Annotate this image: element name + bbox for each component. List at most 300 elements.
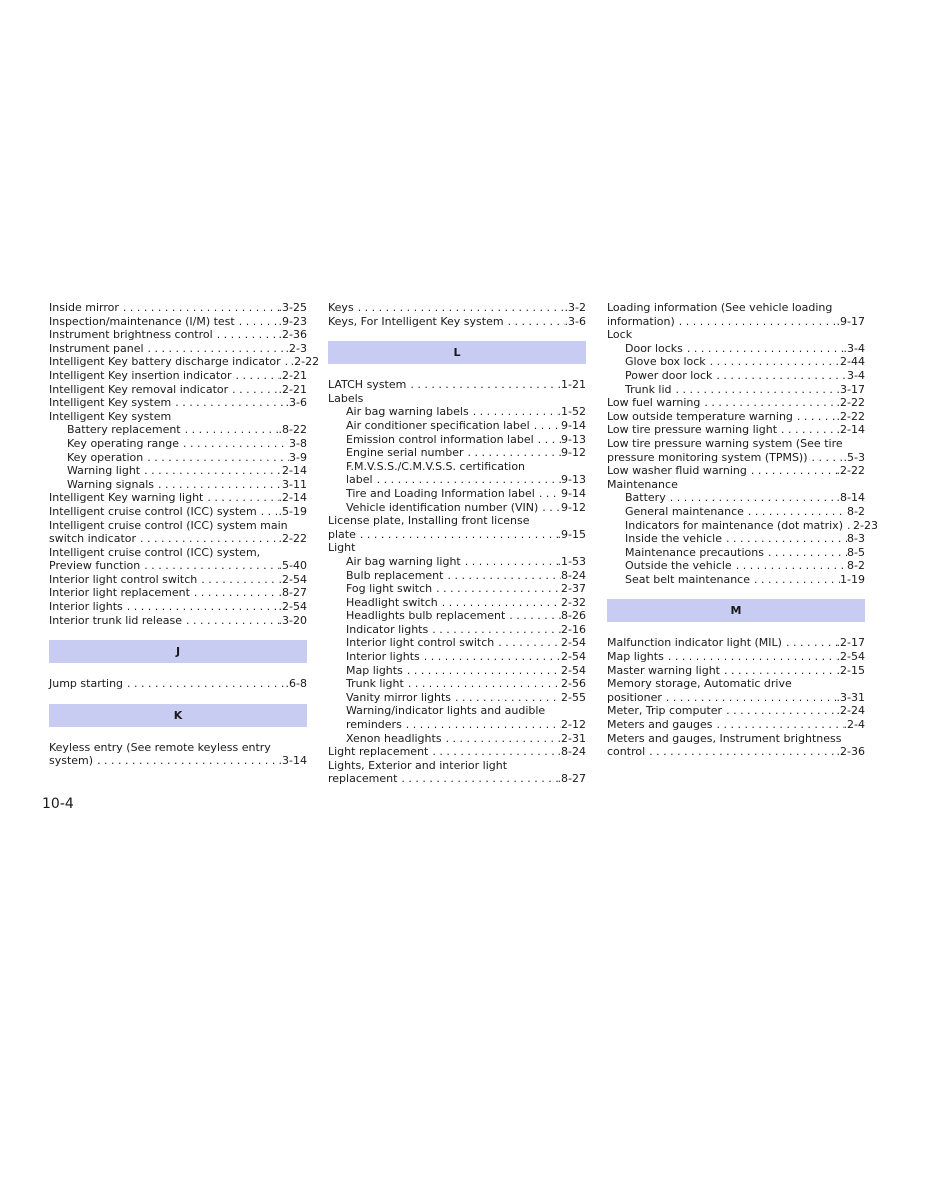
index-entry bbox=[607, 650, 865, 664]
page-reference: .3-4 bbox=[843, 341, 865, 355]
section-letter: M bbox=[730, 604, 742, 618]
index-subentry bbox=[607, 559, 865, 573]
entry-label: Low washer fluid warning bbox=[607, 464, 747, 478]
page-reference: 9-12 bbox=[561, 446, 586, 460]
index-entry-text: Maintenance bbox=[607, 477, 678, 491]
page-reference: .2-54 bbox=[278, 600, 307, 614]
page-reference: .9-23 bbox=[278, 314, 307, 328]
dot-leader bbox=[213, 328, 279, 342]
entry-label: Map lights bbox=[346, 663, 403, 677]
dot-leader bbox=[143, 451, 289, 465]
index-subentry bbox=[328, 691, 586, 705]
entry-label: control bbox=[607, 745, 646, 759]
index-entry bbox=[49, 369, 307, 383]
section-header bbox=[607, 599, 865, 622]
dot-leader bbox=[438, 596, 561, 610]
index-entry-text: Intelligent cruise control (ICC) system, bbox=[49, 545, 261, 559]
index-subentry bbox=[328, 446, 586, 460]
index-subentry bbox=[328, 596, 586, 610]
dot-leader bbox=[777, 423, 837, 437]
dot-leader bbox=[144, 342, 286, 356]
index-subentry bbox=[328, 623, 586, 637]
index-entry bbox=[49, 573, 307, 587]
index-subentry bbox=[328, 609, 586, 623]
entry-label: Xenon headlights bbox=[346, 731, 442, 745]
index-entry bbox=[328, 378, 586, 392]
entry-label: Interior light replacement bbox=[49, 586, 190, 600]
index-entry bbox=[607, 410, 865, 424]
page-reference: 9-13 bbox=[561, 473, 586, 487]
page-reference: 8-24 bbox=[561, 568, 586, 582]
page-reference: 2-12 bbox=[561, 718, 586, 732]
index-entry bbox=[49, 600, 307, 614]
index-entry bbox=[49, 328, 307, 342]
page-reference: .2-22 bbox=[836, 396, 865, 410]
entry-label: switch indicator bbox=[49, 532, 137, 546]
entry-label: replacement bbox=[328, 772, 398, 786]
page-reference: 3-11 bbox=[282, 477, 307, 491]
entry-label: Indicator lights bbox=[346, 622, 429, 636]
entry-label: Fog light switch bbox=[346, 582, 433, 596]
entry-label: Air bag warning light bbox=[346, 554, 461, 568]
dot-leader bbox=[764, 546, 847, 560]
dot-leader bbox=[203, 491, 278, 505]
dot-leader bbox=[373, 473, 561, 487]
page-reference: 8-3 bbox=[847, 532, 865, 546]
dot-leader bbox=[664, 650, 837, 664]
entry-label: Interior lights bbox=[49, 600, 123, 614]
dot-leader bbox=[732, 559, 847, 573]
index-entry bbox=[607, 636, 865, 650]
dot-leader bbox=[432, 582, 561, 596]
dot-leader bbox=[403, 664, 561, 678]
index-entry-text: Loading information (See vehicle loading bbox=[607, 301, 833, 314]
page-reference: .2-54 bbox=[836, 650, 865, 664]
entry-label: Meter, Trip computer bbox=[607, 704, 723, 718]
entry-label: Jump starting bbox=[49, 677, 124, 691]
page-reference: .3-31 bbox=[836, 690, 865, 704]
index-subentry bbox=[328, 501, 586, 515]
page-reference: 8-5 bbox=[847, 545, 865, 559]
dot-leader bbox=[722, 532, 847, 546]
entry-label: Keys, For Intelligent Key system bbox=[328, 314, 504, 328]
dot-leader bbox=[179, 437, 289, 451]
index-entry bbox=[49, 383, 307, 397]
dot-leader bbox=[535, 487, 561, 501]
index-entry-text: Memory storage, Automatic drive bbox=[607, 677, 792, 691]
page-reference: .8-27 bbox=[557, 772, 586, 786]
index-entry bbox=[328, 301, 586, 315]
dot-leader bbox=[231, 369, 278, 383]
index-subentry bbox=[328, 664, 586, 678]
page-reference: .5-40 bbox=[278, 559, 307, 573]
entry-label: Low tire pressure warning light bbox=[607, 423, 778, 437]
dot-leader bbox=[428, 745, 557, 759]
entry-label: Battery replacement bbox=[67, 423, 181, 437]
entry-label: Key operation bbox=[67, 450, 144, 464]
dot-leader bbox=[354, 301, 565, 315]
index-column-2 bbox=[328, 301, 586, 786]
dot-leader bbox=[406, 378, 557, 392]
entry-label: Trunk lid bbox=[625, 382, 672, 396]
page-reference: .3-20 bbox=[278, 613, 307, 627]
entry-label: Air bag warning labels bbox=[346, 405, 469, 419]
entry-label: Power door lock bbox=[625, 368, 713, 382]
index-entry-text: Labels bbox=[328, 391, 364, 405]
page-reference: 2-14 bbox=[282, 464, 307, 478]
page-reference: .3-2 bbox=[564, 301, 586, 314]
page-reference: 2-37 bbox=[561, 582, 586, 596]
index-subentry bbox=[328, 555, 586, 569]
page-reference: 9-14 bbox=[561, 418, 586, 432]
entry-label: Intelligent Key removal indicator bbox=[49, 382, 229, 396]
entry-label: Vehicle identification number (VIN) bbox=[346, 500, 539, 514]
index-subentry bbox=[607, 518, 878, 533]
index-subentry bbox=[607, 532, 865, 546]
dot-leader bbox=[712, 369, 847, 383]
entry-label: Light replacement bbox=[328, 745, 429, 759]
entry-label: General maintenance bbox=[625, 504, 744, 518]
page-reference: .2-15 bbox=[836, 663, 865, 677]
dot-leader bbox=[182, 614, 279, 628]
page-reference: 2-54 bbox=[561, 636, 586, 650]
entry-label: Engine serial number bbox=[346, 446, 464, 460]
dot-leader bbox=[404, 677, 561, 691]
entry-label: Trunk light bbox=[346, 677, 404, 691]
page-reference: .2-22 bbox=[836, 409, 865, 423]
index-entry bbox=[328, 315, 586, 329]
page-reference: 2-55 bbox=[561, 690, 586, 704]
index-subentry bbox=[49, 437, 307, 451]
entry-label: Vanity mirror lights bbox=[346, 690, 451, 704]
dot-leader bbox=[235, 315, 279, 329]
index-entry-text: Intelligent Key system bbox=[49, 409, 172, 423]
page-number: 10-4 bbox=[42, 796, 74, 812]
dot-leader bbox=[171, 396, 285, 410]
entry-label: pressure monitoring system (TPMS)) bbox=[607, 450, 808, 464]
page-reference: .1-21 bbox=[557, 378, 586, 392]
index-entry-text: Lock bbox=[607, 328, 633, 342]
index-subentry bbox=[328, 650, 586, 664]
dot-leader bbox=[420, 650, 561, 664]
dot-leader bbox=[666, 491, 837, 505]
dot-leader bbox=[720, 664, 837, 678]
index-column-3 bbox=[607, 301, 878, 759]
entry-label: Indicators for maintenance (dot matrix) bbox=[625, 518, 843, 532]
page-reference: .2-21 bbox=[278, 368, 307, 382]
dot-leader bbox=[190, 586, 279, 600]
dot-leader bbox=[683, 342, 844, 356]
page-reference: .2-17 bbox=[836, 636, 865, 650]
index-entry bbox=[607, 423, 865, 437]
index-column-1 bbox=[49, 301, 320, 768]
page-reference: .2-4 bbox=[843, 718, 865, 732]
entry-label: Intelligent Key battery discharge indicator bbox=[49, 355, 281, 369]
page-reference: 3-8 bbox=[289, 436, 307, 450]
page-reference: 2-56 bbox=[561, 677, 586, 691]
index-entry bbox=[607, 396, 865, 410]
dot-leader bbox=[281, 355, 291, 369]
dot-leader bbox=[181, 423, 279, 437]
entry-label: Outside the vehicle bbox=[625, 559, 732, 573]
index-subentry bbox=[607, 573, 865, 587]
dot-leader bbox=[494, 636, 561, 650]
entry-label: Key operating range bbox=[67, 436, 179, 450]
page-reference: .5-3 bbox=[843, 450, 865, 464]
section-header bbox=[49, 704, 307, 727]
page-reference: .3-6 bbox=[285, 396, 307, 410]
dot-leader bbox=[397, 772, 557, 786]
entry-label: Inspection/maintenance (I/M) test bbox=[49, 314, 235, 328]
page-reference: .3-6 bbox=[564, 314, 586, 328]
page-reference: .2-36 bbox=[836, 745, 865, 759]
index-entry bbox=[328, 772, 586, 786]
index-subentry bbox=[328, 732, 586, 746]
page-reference: 8-2 bbox=[847, 559, 865, 573]
dot-leader bbox=[469, 405, 558, 419]
dot-leader bbox=[197, 573, 278, 587]
index-subentry bbox=[607, 342, 865, 356]
index-entry-text: Intelligent cruise control (ICC) system main bbox=[49, 518, 288, 532]
page-reference: .3-25 bbox=[278, 301, 307, 314]
dot-leader bbox=[154, 478, 282, 492]
page-reference: 9-13 bbox=[561, 432, 586, 446]
index-entry bbox=[49, 396, 307, 410]
page-reference: 8-2 bbox=[847, 504, 865, 518]
page-reference: 3-17 bbox=[840, 382, 865, 396]
index-subentry bbox=[328, 419, 586, 433]
entry-label: Tire and Loading Information label bbox=[346, 486, 535, 500]
index-subentry bbox=[49, 464, 307, 478]
index-entry bbox=[607, 745, 865, 759]
index-entry bbox=[49, 355, 320, 369]
entry-label: Intelligent Key system bbox=[49, 396, 172, 410]
page-reference: .2-14 bbox=[836, 423, 865, 437]
dot-leader bbox=[443, 569, 561, 583]
index-entry-text: Meters and gauges, Instrument brightness bbox=[607, 731, 842, 745]
page-reference: .2-36 bbox=[278, 328, 307, 342]
index-entry bbox=[328, 528, 586, 542]
page-reference: 2-44 bbox=[840, 355, 865, 369]
index-entry-text: Keyless entry (See remote keyless entry bbox=[49, 740, 271, 754]
index-entry bbox=[49, 342, 307, 356]
entry-label: system) bbox=[49, 754, 94, 768]
index-subentry bbox=[607, 491, 865, 505]
page-reference: .6-8 bbox=[285, 677, 307, 691]
page-reference: 3-4 bbox=[847, 368, 865, 382]
entry-label: Inside mirror bbox=[49, 301, 119, 314]
entry-label: Inside the vehicle bbox=[625, 532, 722, 546]
entry-label: Warning signals bbox=[67, 477, 154, 491]
page-reference: .8-27 bbox=[278, 586, 307, 600]
section-header bbox=[328, 341, 586, 364]
index-subentry bbox=[607, 355, 865, 369]
dot-leader bbox=[119, 301, 279, 315]
index-entry-text: License plate, Installing front license bbox=[328, 514, 530, 528]
entry-label: Battery bbox=[625, 491, 666, 505]
index-entry bbox=[607, 704, 865, 718]
entry-label: Glove box lock bbox=[625, 355, 706, 369]
entry-label: Headlight switch bbox=[346, 595, 438, 609]
entry-label: Intelligent cruise control (ICC) system bbox=[49, 504, 257, 518]
index-entry bbox=[49, 559, 307, 573]
entry-label: Interior lights bbox=[346, 650, 420, 664]
index-entry-text: Light bbox=[328, 541, 356, 555]
dot-leader bbox=[461, 555, 558, 569]
page-reference: .2-22 bbox=[290, 355, 320, 369]
index-entry bbox=[607, 664, 865, 678]
index-subentry bbox=[328, 405, 586, 419]
entry-label: Intelligent Key warning light bbox=[49, 491, 204, 505]
index-subentry bbox=[328, 569, 586, 583]
dot-leader bbox=[93, 754, 278, 768]
page-reference: 1-19 bbox=[840, 572, 865, 586]
dot-leader bbox=[722, 704, 836, 718]
index-subentry bbox=[607, 383, 865, 397]
index-entry bbox=[607, 451, 865, 465]
index-entry-text: Low tire pressure warning system (See tire bbox=[607, 436, 843, 450]
entry-label: Intelligent Key insertion indicator bbox=[49, 368, 232, 382]
page-reference: 2-23 bbox=[852, 518, 878, 532]
page-reference: .2-21 bbox=[278, 382, 307, 396]
dot-leader bbox=[504, 315, 565, 329]
section-letter: K bbox=[173, 708, 183, 722]
index-subentry bbox=[49, 478, 307, 492]
page-reference: .5-19 bbox=[278, 504, 307, 518]
page-reference: .8-14 bbox=[836, 491, 865, 505]
dot-leader bbox=[402, 718, 561, 732]
dot-leader bbox=[750, 573, 840, 587]
page-reference: .3-14 bbox=[278, 754, 307, 768]
entry-label: Keys bbox=[328, 301, 354, 314]
entry-label: Low outside temperature warning bbox=[607, 409, 793, 423]
index-entry-text: Lights, Exterior and interior light bbox=[328, 758, 508, 772]
index-subentry bbox=[328, 487, 586, 501]
entry-label: LATCH system bbox=[328, 378, 407, 392]
index-entry bbox=[49, 586, 307, 600]
dot-leader bbox=[747, 464, 837, 478]
entry-label: Warning light bbox=[67, 464, 141, 478]
dot-leader bbox=[808, 451, 844, 465]
dot-leader bbox=[451, 691, 561, 705]
entry-label: Headlights bulb replacement bbox=[346, 609, 506, 623]
entry-label: Air conditioner specification label bbox=[346, 418, 530, 432]
dot-leader bbox=[712, 718, 843, 732]
page-reference: .2-54 bbox=[278, 572, 307, 586]
index-entry bbox=[49, 677, 307, 691]
entry-label: Malfunction indicator light (MIL) bbox=[607, 636, 782, 650]
dot-leader bbox=[530, 419, 561, 433]
dot-leader bbox=[700, 396, 836, 410]
index-subentry bbox=[328, 433, 586, 447]
dot-leader bbox=[843, 519, 853, 533]
entry-label: Bulb replacement bbox=[346, 568, 444, 582]
entry-label: Interior light control switch bbox=[49, 572, 198, 586]
page-reference: 2-31 bbox=[561, 731, 586, 745]
entry-label: Instrument brightness control bbox=[49, 328, 213, 342]
page-reference: .9-17 bbox=[836, 314, 865, 328]
page-reference: 2-54 bbox=[561, 650, 586, 664]
entry-label: Low fuel warning bbox=[607, 396, 701, 410]
entry-label: label bbox=[346, 473, 373, 487]
dot-leader bbox=[672, 383, 841, 397]
page-reference: 2-54 bbox=[561, 663, 586, 677]
index-entry bbox=[49, 532, 307, 546]
entry-label: Meters and gauges bbox=[607, 718, 713, 732]
page-reference: .2-14 bbox=[278, 491, 307, 505]
page-reference: .8-24 bbox=[557, 745, 586, 759]
entry-label: positioner bbox=[607, 690, 662, 704]
dot-leader bbox=[136, 532, 278, 546]
index-subentry bbox=[607, 369, 865, 383]
index-subentry bbox=[49, 451, 307, 465]
section-letter: L bbox=[453, 346, 461, 360]
entry-label: Door locks bbox=[625, 341, 683, 355]
dot-leader bbox=[645, 745, 836, 759]
dot-leader bbox=[228, 383, 278, 397]
index-entry bbox=[328, 745, 586, 759]
page-reference: 2-32 bbox=[561, 595, 586, 609]
page-reference: .8-22 bbox=[278, 423, 307, 437]
dot-leader bbox=[356, 528, 558, 542]
index-entry bbox=[49, 614, 307, 628]
index-entry bbox=[607, 464, 865, 478]
section-letter: J bbox=[175, 645, 181, 659]
dot-leader bbox=[744, 505, 847, 519]
dot-leader bbox=[706, 355, 840, 369]
entry-label: reminders bbox=[346, 718, 402, 732]
index-entry bbox=[49, 491, 307, 505]
dot-leader bbox=[123, 600, 279, 614]
entry-label: Map lights bbox=[607, 650, 664, 664]
index-subentry bbox=[328, 677, 586, 691]
dot-leader bbox=[538, 501, 561, 515]
index-subentry bbox=[49, 423, 307, 437]
index-entry bbox=[49, 315, 307, 329]
page-reference: .1-52 bbox=[557, 405, 586, 419]
dot-leader bbox=[140, 464, 282, 478]
page-reference: .2-22 bbox=[278, 532, 307, 546]
page-reference: 9-12 bbox=[561, 500, 586, 514]
page-reference: .9-15 bbox=[557, 527, 586, 541]
index-entry bbox=[49, 505, 307, 519]
page-reference: .2-22 bbox=[836, 464, 865, 478]
page-reference: .2-24 bbox=[836, 704, 865, 718]
index-entry bbox=[49, 754, 307, 768]
index-entry bbox=[607, 315, 865, 329]
page-reference: 8-26 bbox=[561, 609, 586, 623]
entry-label: Interior trunk lid release bbox=[49, 613, 182, 627]
entry-label: Seat belt maintenance bbox=[625, 572, 750, 586]
index-entry bbox=[49, 301, 307, 315]
page-reference: 3-9 bbox=[289, 450, 307, 464]
dot-leader bbox=[257, 505, 279, 519]
entry-label: Emission control information label bbox=[346, 432, 534, 446]
dot-leader bbox=[428, 623, 561, 637]
index-subentry bbox=[328, 473, 586, 487]
dot-leader bbox=[534, 433, 561, 447]
entry-label: information) bbox=[607, 314, 675, 328]
index-subentry bbox=[607, 546, 865, 560]
index-subentry bbox=[328, 718, 586, 732]
dot-leader bbox=[782, 636, 837, 650]
dot-leader bbox=[793, 410, 837, 424]
page-reference: 2-16 bbox=[561, 622, 586, 636]
dot-leader bbox=[464, 446, 562, 460]
dot-leader bbox=[442, 732, 561, 746]
index-subentry-text: F.M.V.S.S./C.M.V.S.S. certification bbox=[346, 459, 526, 473]
dot-leader bbox=[140, 559, 278, 573]
